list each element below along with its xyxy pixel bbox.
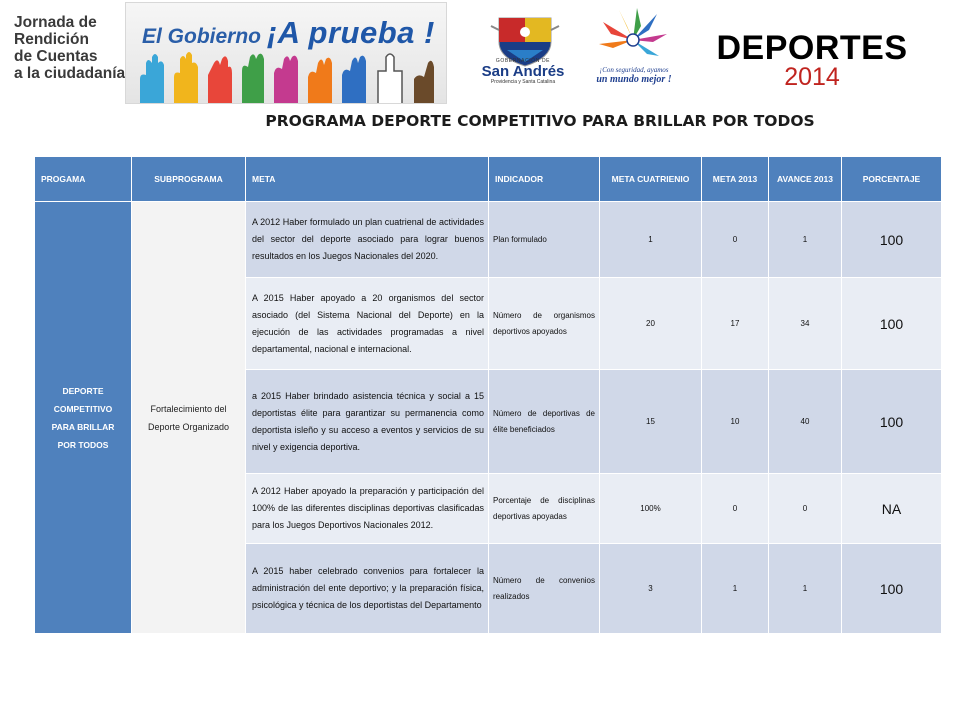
seguridad-slogan: ¡Con seguridad, ayamos un mundo mejor ! xyxy=(596,66,672,85)
header-avance-2013: AVANCE 2013 xyxy=(769,157,842,202)
header-indicador: INDICADOR xyxy=(489,157,600,202)
porcentaje-cell: 100 xyxy=(842,278,942,370)
meta-cuatrienio-cell: 100% xyxy=(600,474,702,544)
section-title: DEPORTES xyxy=(716,29,908,67)
section-year: 2014 xyxy=(784,63,840,91)
meta-2013-cell: 17 xyxy=(702,278,769,370)
program-title: PROGRAMA DEPORTE COMPETITIVO PARA BRILLAR POR TODOS xyxy=(265,112,815,130)
meta-cuatrienio-cell: 20 xyxy=(600,278,702,370)
meta-cell: A 2012 Haber formulado un plan cuatrienal de actividades del sector del deporte asociado para lograr buenos resultados en los Juegos Nacionales del 2020. xyxy=(246,202,489,278)
porcentaje-cell: NA xyxy=(842,474,942,544)
jornada-logo-text: Jornada de Rendición de Cuentas a la ciudadanía xyxy=(14,14,126,82)
avance-2013-cell: 1 xyxy=(769,544,842,634)
meta-cell: A 2012 Haber apoyado la preparación y participación del 100% de las diferentes disciplinas deportivas clasificadas para los Juegos Deportivos Nacionales 2012. xyxy=(246,474,489,544)
header-meta-cuatrienio: META CUATRIENIO xyxy=(600,157,702,202)
porcentaje-cell: 100 xyxy=(842,370,942,474)
header-subprograma: SUBPROGRAMA xyxy=(132,157,246,202)
porcentaje-cell: 100 xyxy=(842,544,942,634)
header-meta: META xyxy=(246,157,489,202)
indicador-cell: Número de deportivas de élite beneficiados xyxy=(489,370,600,474)
meta-2013-cell: 10 xyxy=(702,370,769,474)
header-porcentaje: PORCENTAJE xyxy=(842,157,942,202)
avance-2013-cell: 0 xyxy=(769,474,842,544)
meta-cuatrienio-cell: 1 xyxy=(600,202,702,278)
gobierno-a-prueba-banner xyxy=(125,2,447,104)
subprograma-cell: Fortalecimiento del Deporte Organizado xyxy=(132,202,246,634)
program-table xyxy=(34,156,942,634)
indicador-cell: Número de organismos deportivos apoyados xyxy=(489,278,600,370)
raised-hands-illustration xyxy=(134,49,444,104)
avance-2013-cell: 34 xyxy=(769,278,842,370)
header-meta-2013: META 2013 xyxy=(702,157,769,202)
meta-2013-cell: 0 xyxy=(702,474,769,544)
porcentaje-cell: 100 xyxy=(842,202,942,278)
meta-2013-cell: 1 xyxy=(702,544,769,634)
table-row xyxy=(35,202,942,278)
meta-cell: A 2015 haber celebrado convenios para fortalecer la administración del ente deportivo; y la preparación física, psicológica y técnica de los deportistas del Departamento xyxy=(246,544,489,634)
meta-cell: A 2015 Haber apoyado a 20 organismos del sector asociado (del Sistema Nacional del Deporte) en la ejecución de las actividades programadas a nivel departamental, nacional e internacional. xyxy=(246,278,489,370)
avance-2013-cell: 40 xyxy=(769,370,842,474)
avance-2013-cell: 1 xyxy=(769,202,842,278)
san-andres-logo-text: GOBERNACIÓN DE San Andrés Providencia y Santa Catalina xyxy=(481,58,565,85)
page-header xyxy=(0,0,960,108)
meta-cuatrienio-cell: 3 xyxy=(600,544,702,634)
meta-2013-cell: 0 xyxy=(702,202,769,278)
indicador-cell: Plan formulado xyxy=(489,202,600,278)
meta-cell: a 2015 Haber brindado asistencia técnica y social a 15 deportistas élite para garantizar su permanencia como deportista isleño y su acceso a eventos y servicios de su nivel y exigencia deportiva. xyxy=(246,370,489,474)
indicador-cell: Porcentaje de disciplinas deportivas apoyadas xyxy=(489,474,600,544)
table-header-row xyxy=(35,157,942,202)
programa-cell: DEPORTE COMPETITIVO PARA BRILLAR POR TODOS xyxy=(35,202,132,634)
seguridad-mundo-mejor-logo xyxy=(588,8,678,104)
banner-slogan: El Gobierno ¡A prueba ! xyxy=(142,15,435,50)
indicador-cell: Número de convenios realizados xyxy=(489,544,600,634)
meta-cuatrienio-cell: 15 xyxy=(600,370,702,474)
header-programa: PROGAMA xyxy=(35,157,132,202)
